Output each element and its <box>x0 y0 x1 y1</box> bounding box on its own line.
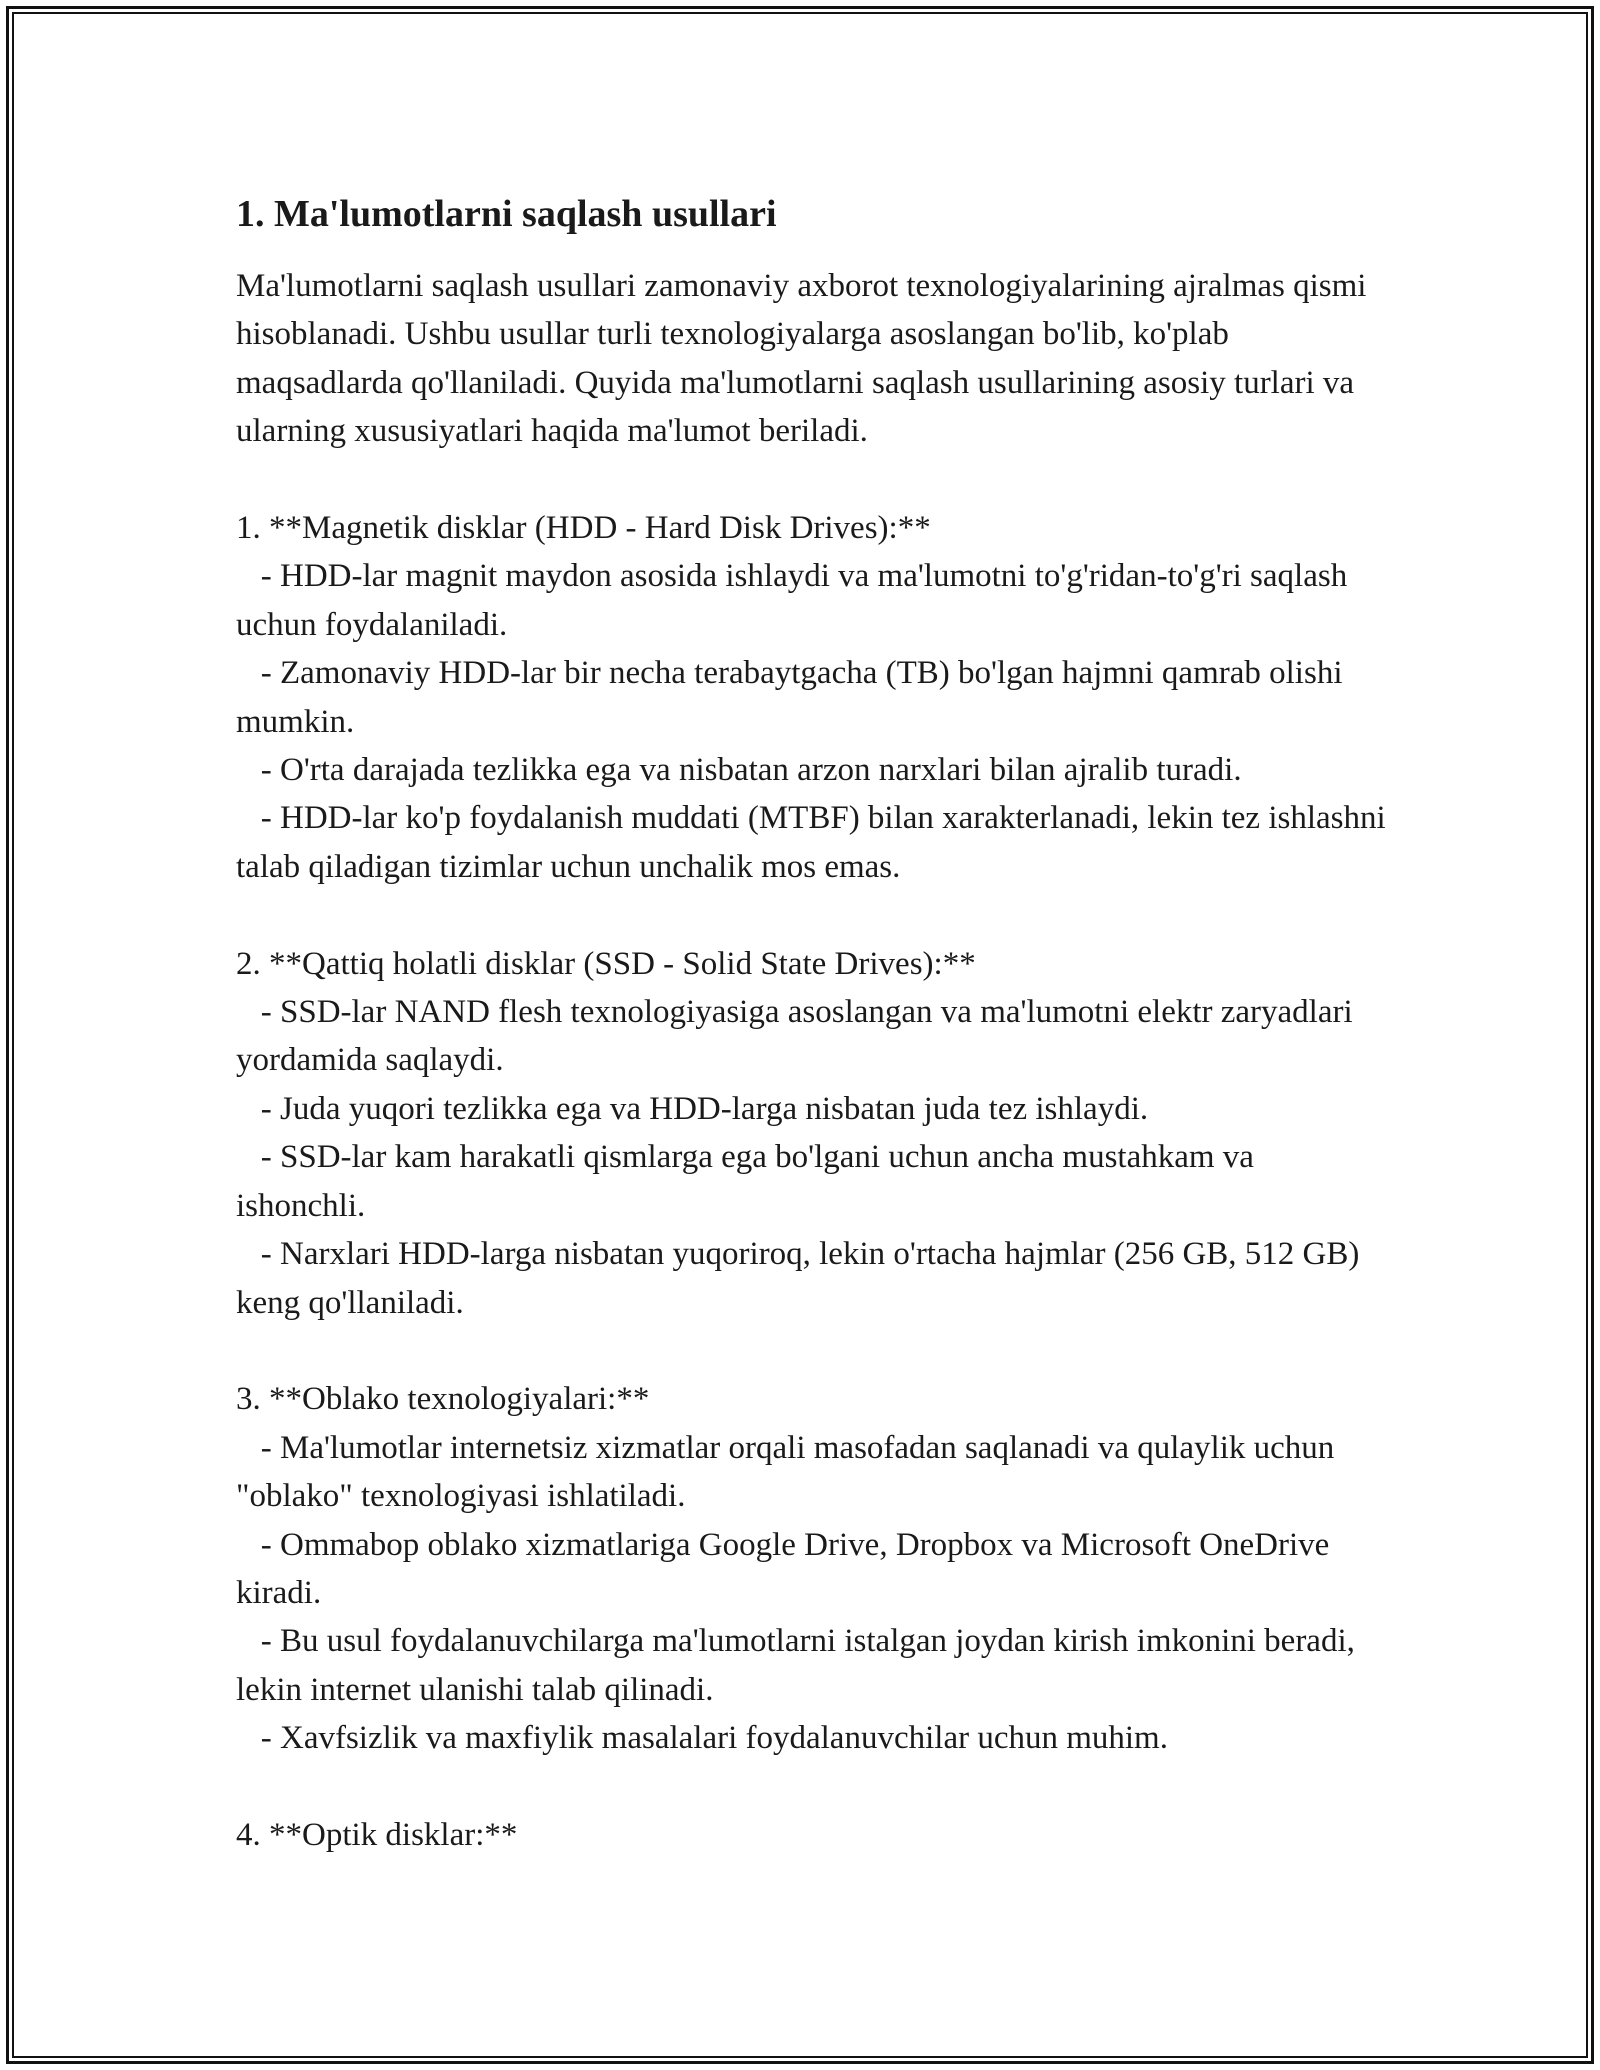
blank-line <box>236 1327 1386 1375</box>
bullet-item: - Ma'lumotlar internetsiz xizmatlar orqali masofadan saqlanadi va qulaylik uchun "oblako" texnologiyasi ishlatiladi. <box>236 1429 1343 1515</box>
section-ssd <box>236 940 1386 1327</box>
bullet-item: - Bu usul foydalanuvchilarga ma'lumotlarni istalgan joydan kirish imkonini beradi, lekin internet ulanishi talab qilinadi. <box>236 1623 1364 1708</box>
section-heading: 2. **Qattiq holatli disklar (SSD - Solid State Drives):** <box>236 945 976 982</box>
blank-line <box>236 1763 1386 1811</box>
bullet-item: - SSD-lar kam harakatli qismlarga ega bo'lgani uchun ancha mustahkam va ishonchli. <box>236 1139 1263 1224</box>
intro-paragraph: Ma'lumotlarni saqlash usullari zamonaviy axborot texnologiyalarining ajralmas qismi hisoblanadi. Ushbu usullar turli texnologiyalarga asoslangan bo'lib, ko'plab maqsadlarda qo'llaniladi. Quyida ma'lumotlarni saqlash usullarining asosiy turlari va ularning xususiyatlari haqida ma'lumot beriladi. <box>236 268 1375 450</box>
blank-line <box>236 891 1386 939</box>
section-heading: 3. **Oblako texnologiyalari:** <box>236 1381 650 1418</box>
bullet-item: - Zamonaviy HDD-lar bir necha terabaytgacha (TB) bo'lgan hajmni qamrab olishi mumkin. <box>236 655 1351 740</box>
section-heading: 4. **Optik disklar:** <box>236 1816 518 1853</box>
document-title: 1. Ma'lumotlarni saqlash usullari <box>236 193 777 235</box>
bullet-item: - Xavfsizlik va maxfiylik masalalari foydalanuvchilar uchun muhim. <box>236 1720 1168 1757</box>
section-cloud <box>236 1375 1386 1762</box>
bullet-item: - Juda yuqori tezlikka ega va HDD-larga nisbatan juda tez ishlaydi. <box>236 1090 1149 1127</box>
bullet-item: - HDD-lar ko'p foydalanish muddati (MTBF) bilan xarakterlanadi, lekin tez ishlashni talab qiladigan tizimlar uchun unchalik mos emas. <box>236 800 1394 885</box>
bullet-item: - O'rta darajada tezlikka ega va nisbatan arzon narxlari bilan ajralib turadi. <box>236 752 1242 789</box>
bullet-item: - HDD-lar magnit maydon asosida ishlaydi va ma'lumotni to'g'ridan-to'g'ri saqlash uchun foydalaniladi. <box>236 558 1356 643</box>
section-hdd <box>236 504 1394 891</box>
bullet-item: - Narxlari HDD-larga nisbatan yuqoriroq, lekin o'rtacha hajmlar (256 GB, 512 GB) keng qo'llaniladi. <box>236 1236 1368 1321</box>
blank-line <box>236 456 1386 504</box>
document-body <box>236 186 1394 1859</box>
section-optical <box>236 1811 1386 1859</box>
section-heading: 1. **Magnetik disklar (HDD - Hard Disk Drives):** <box>236 510 931 547</box>
bullet-item: - Ommabop oblako xizmatlariga Google Drive, Dropbox va Microsoft OneDrive kiradi. <box>236 1526 1338 1611</box>
bullet-item: - SSD-lar NAND flesh texnologiyasiga asoslangan va ma'lumotni elektr zaryadlari yordamida saqlaydi. <box>236 994 1361 1079</box>
